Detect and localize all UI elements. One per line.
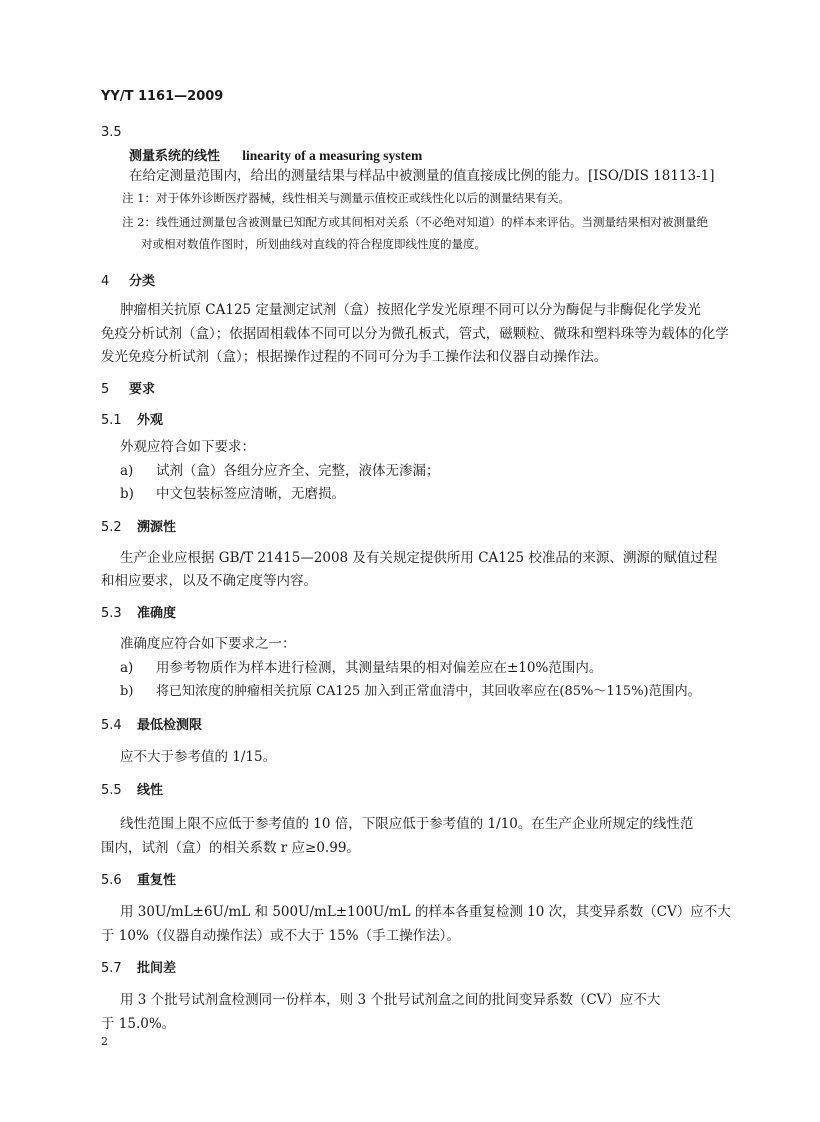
- section-number: 5.6: [101, 873, 122, 888]
- list-intro: 准确度应符合如下要求之一：: [120, 636, 296, 652]
- list-item-text: 试剂（盒）各组分应齐全、完整，液体无渗漏；: [156, 463, 440, 479]
- section-number: 5: [101, 382, 110, 397]
- section-heading-5: [101, 378, 155, 397]
- section-heading-5-4: [101, 714, 202, 733]
- paragraph-line: 用 3 个批号试剂盒检测同一份样本，则 3 个批号试剂盒之间的批间变异系数（CV）应不大: [120, 992, 661, 1008]
- section-title: 重复性: [137, 873, 177, 888]
- section-number: 5.1: [101, 413, 122, 428]
- paragraph-line: 生产企业应根据 GB/T 21415—2008 及有关规定提供所用 CA125 校准品的来源、溯源的赋值过程: [120, 550, 718, 566]
- list-item-text: 中文包装标签应清晰，无磨损。: [156, 486, 345, 502]
- note-1: 注 1：对于体外诊断医疗器械，线性相关与测量示值校正或线性化以后的测量结果有关。: [122, 191, 570, 205]
- section-heading-5-7: [101, 957, 176, 976]
- section-title: 最低检测限: [137, 718, 203, 733]
- section-title: 溯源性: [137, 520, 177, 535]
- term-heading: [129, 145, 422, 164]
- paragraph-line: 围内，试剂（盒）的相关系数 r 应≥0.99。: [101, 840, 360, 856]
- list-item-label: b): [120, 486, 134, 502]
- term-zh: 测量系统的线性: [129, 149, 221, 164]
- paragraph-line: 线性范围上限不应低于参考值的 10 倍，下限应低于参考值的 1/10。在生产企业所规定的线性范: [120, 816, 694, 832]
- section-number: 5.7: [101, 961, 122, 976]
- paragraph-line: 肿瘤相关抗原 CA125 定量测定试剂（盒）按照化学发光原理不同可以分为酶促与非酶促化学发光: [120, 302, 701, 318]
- paragraph-line: 用 30U/mL±6U/mL 和 500U/mL±100U/mL 的样本各重复检测 10 次，其变异系数（CV）应不大: [120, 904, 731, 920]
- document-code: YY/T 1161—2009: [101, 89, 224, 104]
- list-item-text: 将已知浓度的肿瘤相关抗原 CA125 加入到正常血清中，其回收率应在(85%～115%)范围内。: [156, 684, 701, 699]
- paragraph-line: 于 10%（仪器自动操作法）或不大于 15%（手工操作法）。: [101, 928, 460, 944]
- section-number: 5.5: [101, 783, 122, 798]
- section-number: 5.3: [101, 606, 122, 621]
- paragraph-line: 应不大于参考值的 1/15。: [120, 749, 277, 765]
- section-title: 分类: [129, 274, 156, 289]
- term-definition: 在给定测量范围内，给出的测量结果与样品中被测量的值直接成比例的能力。[ISO/DIS 18113-1]: [129, 168, 715, 184]
- note-2-line-1: 注 2：线性通过测量包含被测量已知配方或其间相对关系（不必绝对知道）的样本来评估。当测量结果相对被测量绝: [122, 215, 708, 229]
- list-item: [120, 656, 602, 676]
- list-intro: 外观应符合如下要求：: [120, 439, 255, 455]
- clause-number-3-5: 3.5: [101, 125, 122, 140]
- list-item: [120, 459, 440, 479]
- section-number: 5.2: [101, 520, 122, 535]
- section-heading-4: [101, 270, 155, 289]
- section-heading-5-1: [101, 409, 163, 428]
- section-title: 线性: [137, 783, 164, 798]
- list-item-label: a): [120, 660, 134, 676]
- list-item-label: a): [120, 463, 134, 479]
- section-title: 批间差: [137, 961, 177, 976]
- list-item: [120, 482, 345, 502]
- section-heading-5-6: [101, 869, 176, 888]
- term-en: linearity of a measuring system: [242, 148, 423, 163]
- section-title: 要求: [129, 382, 156, 397]
- list-item: [120, 680, 701, 699]
- section-number: 4: [101, 274, 110, 289]
- paragraph-line: 发光免疫分析试剂（盒）；根据操作过程的不同可分为手工操作法和仪器自动操作法。: [101, 349, 608, 365]
- section-heading-5-2: [101, 516, 176, 535]
- section-heading-5-3: [101, 602, 176, 621]
- list-item-label: b): [120, 684, 134, 699]
- paragraph-line: 和相应要求，以及不确定度等内容。: [101, 573, 317, 589]
- paragraph-line: 免疫分析试剂（盒）；依据固相载体不同可以分为微孔板式，管式，磁颗粒、微珠和塑料珠等为载体的化学: [101, 326, 729, 342]
- paragraph-line: 于 15.0%。: [101, 1016, 176, 1032]
- section-heading-5-5: [101, 779, 163, 798]
- page-number: 2: [101, 1035, 108, 1048]
- section-number: 5.4: [101, 718, 122, 733]
- list-item-text: 用参考物质作为样本进行检测，其测量结果的相对偏差应在±10%范围内。: [156, 660, 603, 676]
- section-title: 准确度: [137, 606, 177, 621]
- note-2-line-2: 对或相对数值作图时，所划曲线对直线的符合程度即线性度的量度。: [141, 237, 486, 251]
- section-title: 外观: [137, 413, 164, 428]
